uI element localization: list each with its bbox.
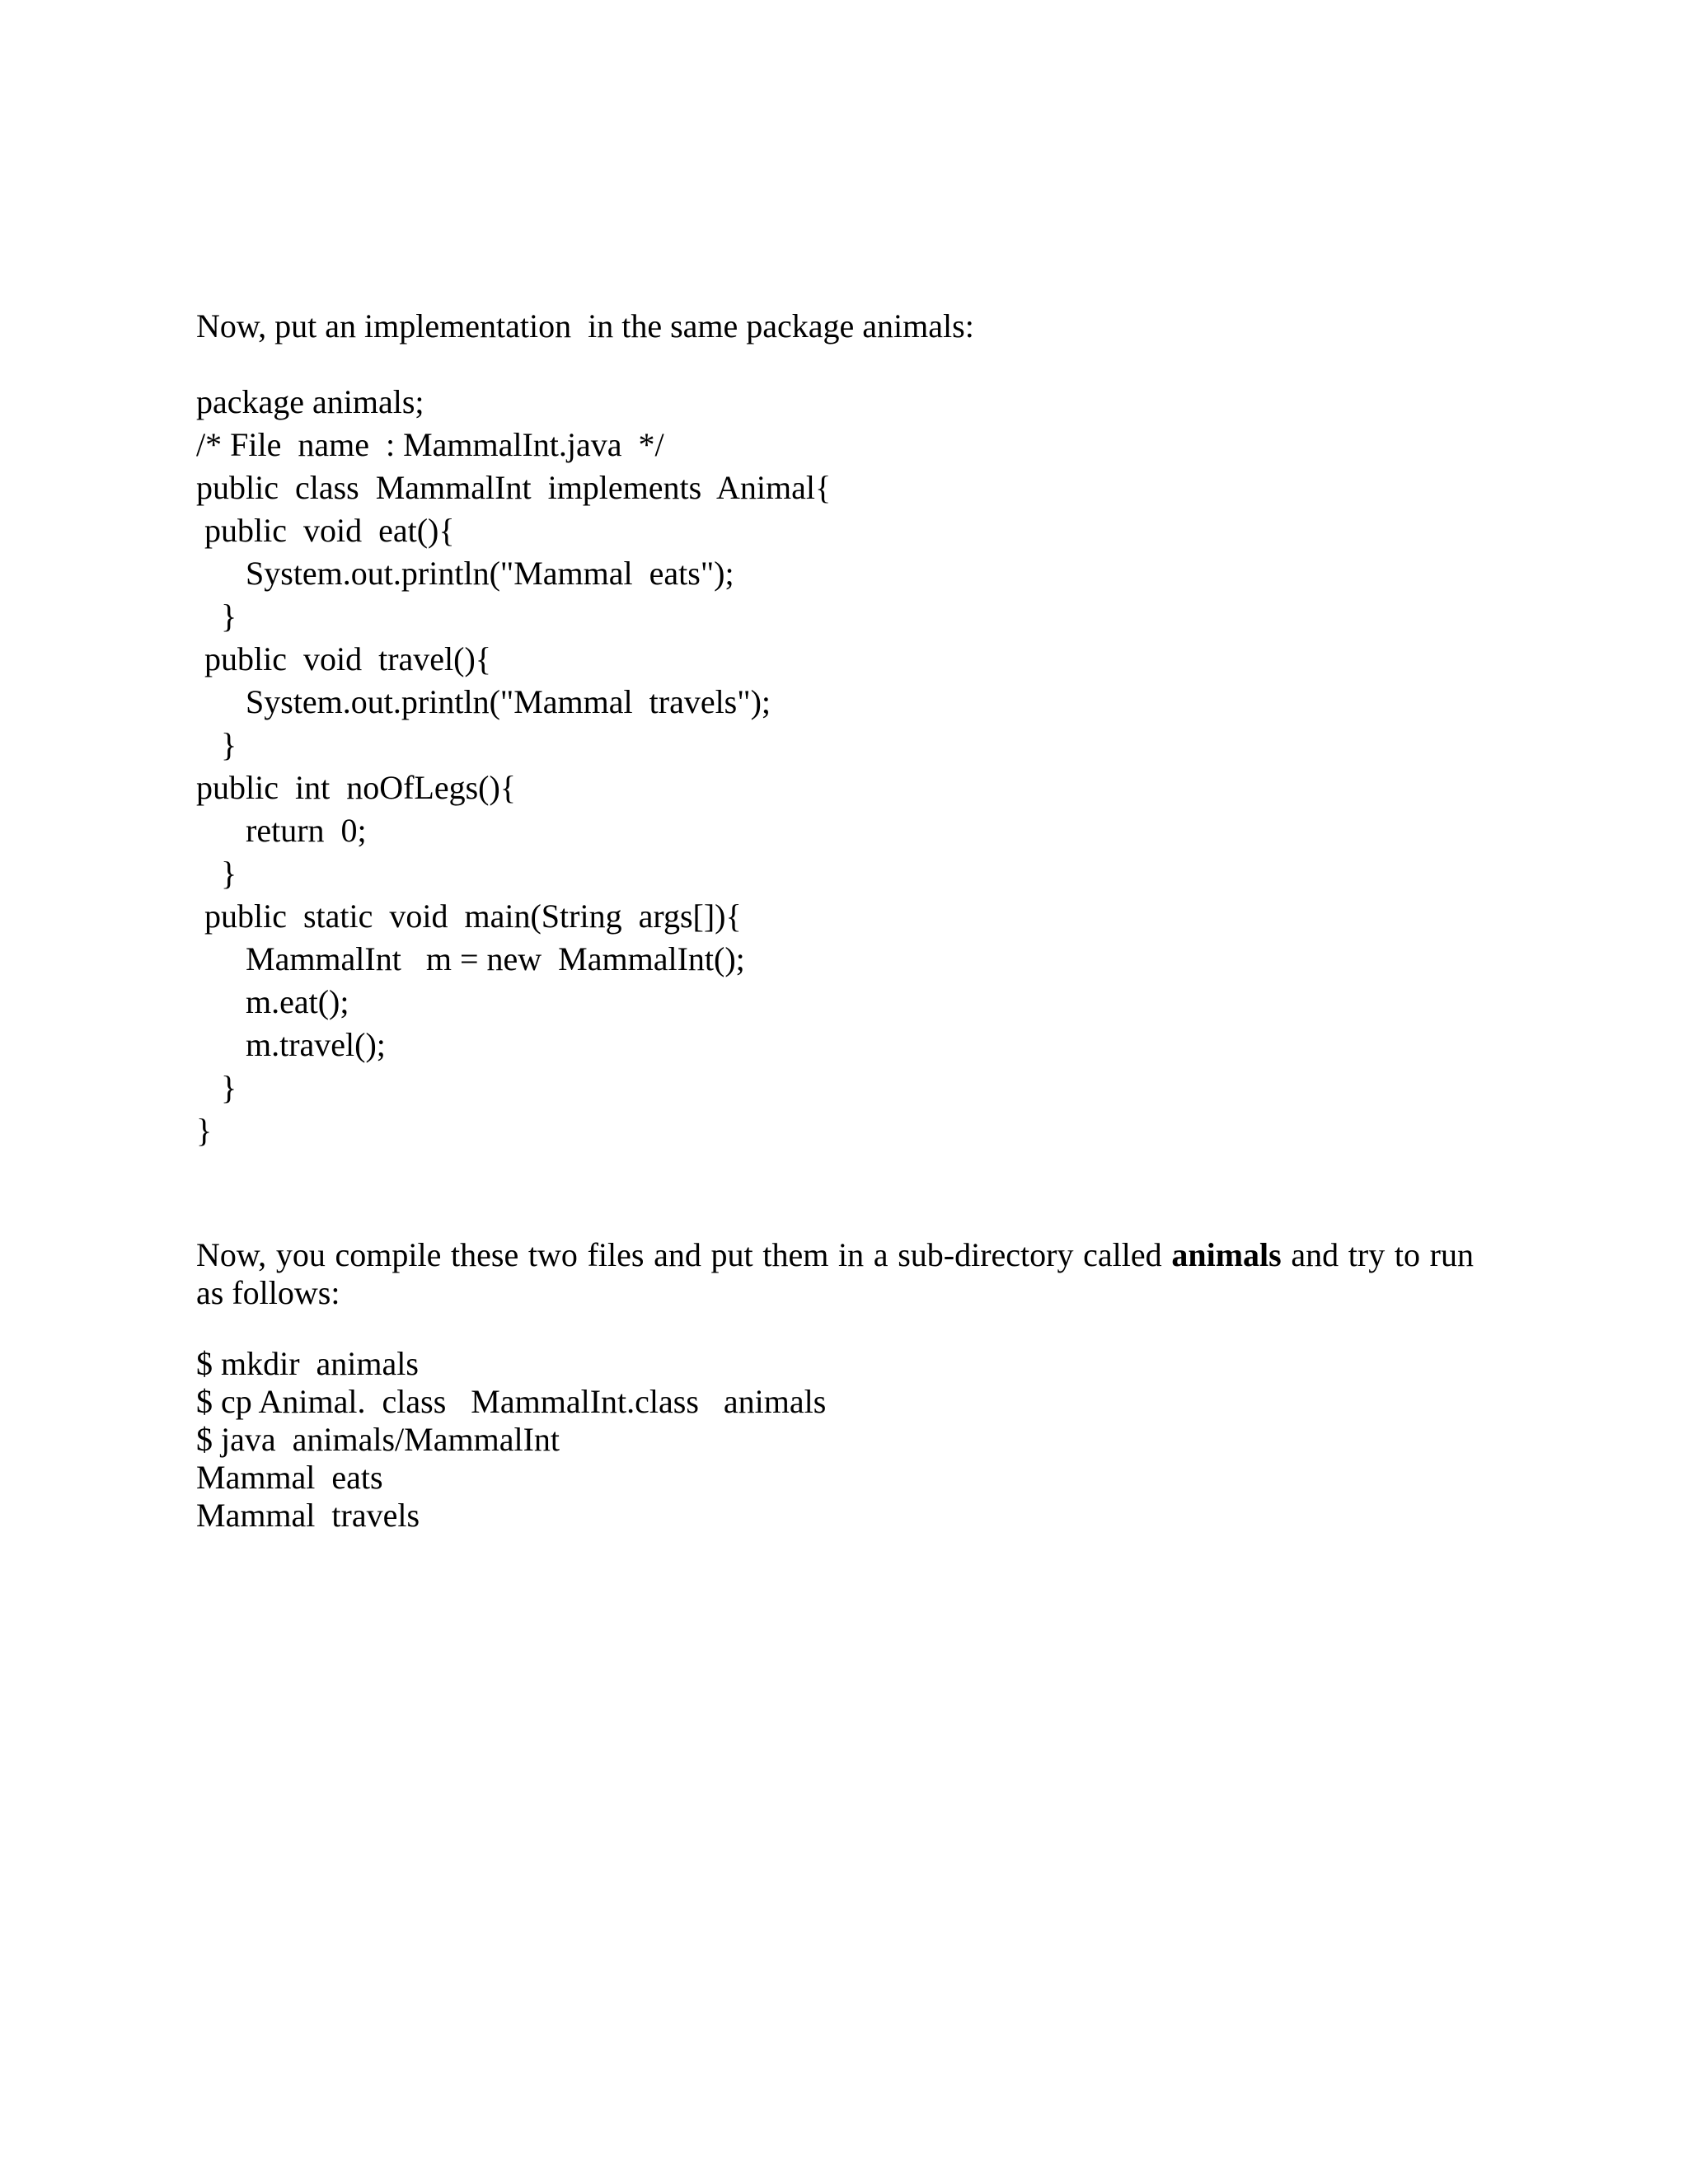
code-line: public void travel(){ <box>196 640 491 677</box>
terminal-line: $ mkdir animals <box>196 1345 419 1382</box>
compile-text-bold: animals <box>1171 1236 1282 1273</box>
terminal-line: Mammal eats <box>196 1459 383 1496</box>
code-line: } <box>196 1112 213 1149</box>
code-line: } <box>196 726 237 763</box>
code-line: public void eat(){ <box>196 512 455 549</box>
code-line: System.out.println("Mammal travels"); <box>196 683 771 720</box>
compile-paragraph <box>196 1236 1474 1312</box>
code-line: m.eat(); <box>196 983 349 1020</box>
terminal-line: $ cp Animal. class MammalInt.class animals <box>196 1383 827 1420</box>
code-line: MammalInt m = new MammalInt(); <box>196 940 745 977</box>
code-line: public static void main(String args[]){ <box>196 898 742 935</box>
code-line: } <box>196 598 237 635</box>
code-line: } <box>196 1069 237 1106</box>
terminal-line: $ java animals/MammalInt <box>196 1421 560 1458</box>
terminal-line: Mammal travels <box>196 1497 420 1534</box>
code-line: System.out.println("Mammal eats"); <box>196 555 734 592</box>
intro-text: Now, put an implementation in the same package animals: <box>196 307 974 344</box>
code-line: m.travel(); <box>196 1026 386 1063</box>
code-line: } <box>196 855 237 892</box>
code-line: return 0; <box>196 812 367 849</box>
code-line: /* File name : MammalInt.java */ <box>196 426 664 463</box>
code-line: public int noOfLegs(){ <box>196 769 517 806</box>
code-line: package animals; <box>196 383 424 420</box>
compile-text-after: and try to run as follows: <box>196 1236 1475 1311</box>
code-line: public class MammalInt implements Animal{ <box>196 469 832 506</box>
compile-text-before: Now, you compile these two files and put them in a sub-directory called <box>196 1236 1172 1273</box>
